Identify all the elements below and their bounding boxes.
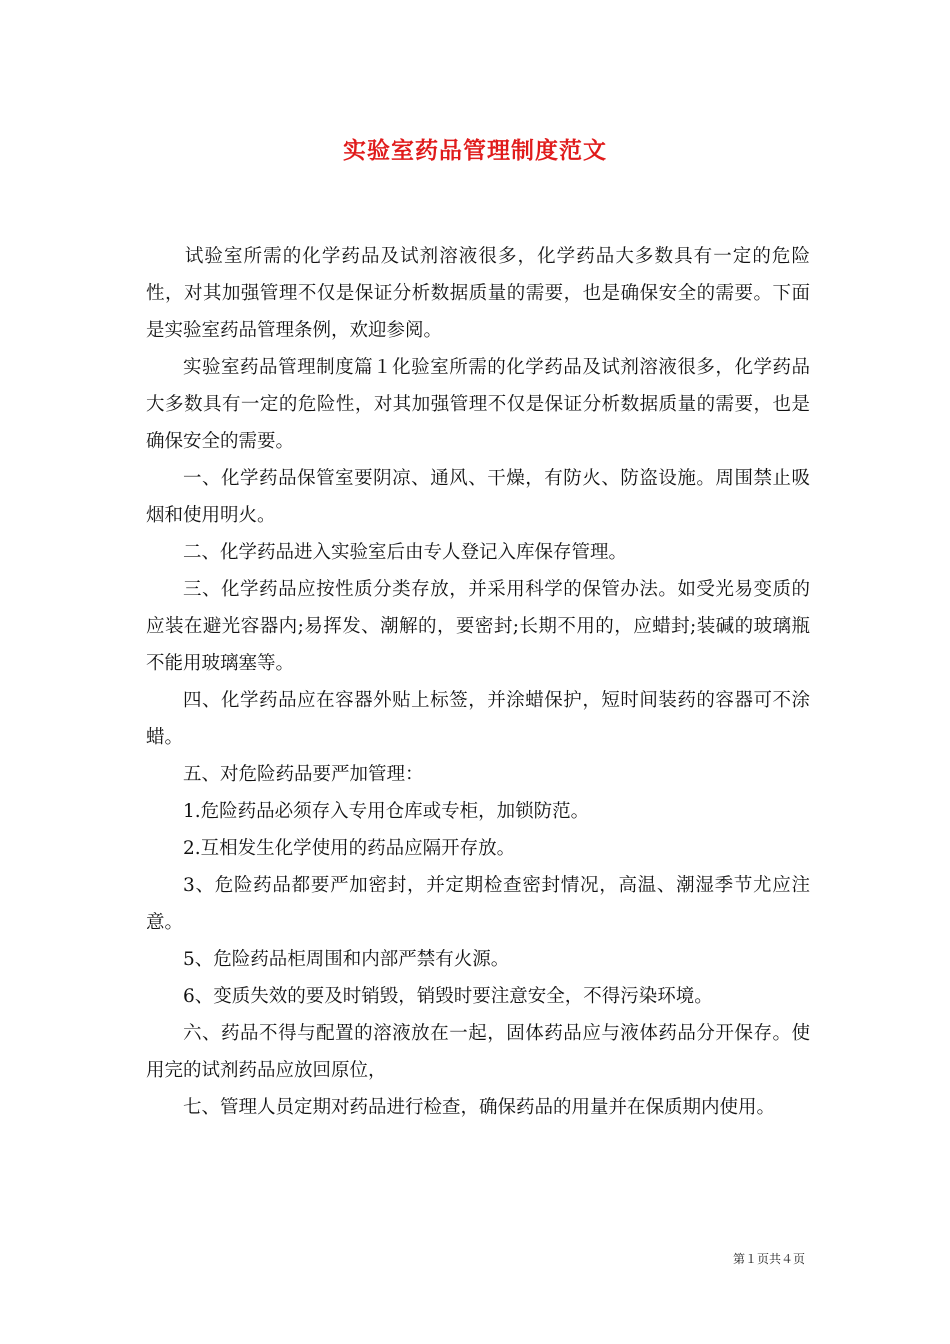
paragraph: 七、管理人员定期对药品进行检查，确保药品的用量并在保质期内使用。 [183, 1097, 776, 1118]
paragraph: 2.互相发生化学使用的药品应隔开存放。 [183, 838, 516, 859]
paragraph: 3、危险药品都要严加密封，并定期检查密封情况，高温、潮湿季节尤应注意。 [146, 875, 810, 933]
paragraph: 二、化学药品进入实验室后由专人登记入库保存管理。 [183, 542, 628, 563]
page-title: 实验室药品管理制度范文 [343, 137, 607, 164]
document-body [146, 238, 810, 1126]
paragraph: 试验室所需的化学药品及试剂溶液很多，化学药品大多数具有一定的危险性，对其加强管理不仅是保证分析数据质量的需要，也是确保安全的需要。下面是实验室药品管理条例，欢迎参阅。 [146, 246, 810, 341]
paragraph: 一、化学药品保管室要阴凉、通风、干燥，有防火、防盗设施。周围禁止吸烟和使用明火。 [146, 468, 810, 526]
paragraph: 1.危险药品必须存入专用仓库或专柜，加锁防范。 [183, 801, 590, 822]
paragraph: 6、变质失效的要及时销毁，销毁时要注意安全，不得污染环境。 [183, 986, 713, 1007]
paragraph: 三、化学药品应按性质分类存放，并采用科学的保管办法。如受光易变质的应装在避光容器内;易挥发、潮解的，要密封;长期不用的，应蜡封;装碱的玻璃瓶不能用玻璃塞等。 [146, 579, 810, 674]
paragraph: 六、药品不得与配置的溶液放在一起，固体药品应与液体药品分开保存。使用完的试剂药品应放回原位， [146, 1023, 810, 1081]
paragraph: 5、危险药品柜周围和内部严禁有火源。 [183, 949, 510, 970]
paragraph: 五、对危险药品要严加管理： [183, 764, 424, 785]
paragraph: 四、化学药品应在容器外贴上标签，并涂蜡保护，短时间装药的容器可不涂蜡。 [146, 690, 810, 748]
page-number: 第１页共４页 [732, 1252, 805, 1266]
paragraph: 实验室药品管理制度篇１化验室所需的化学药品及试剂溶液很多，化学药品大多数具有一定的危险性，对其加强管理不仅是保证分析数据质量的需要，也是确保安全的需要。 [146, 357, 810, 452]
